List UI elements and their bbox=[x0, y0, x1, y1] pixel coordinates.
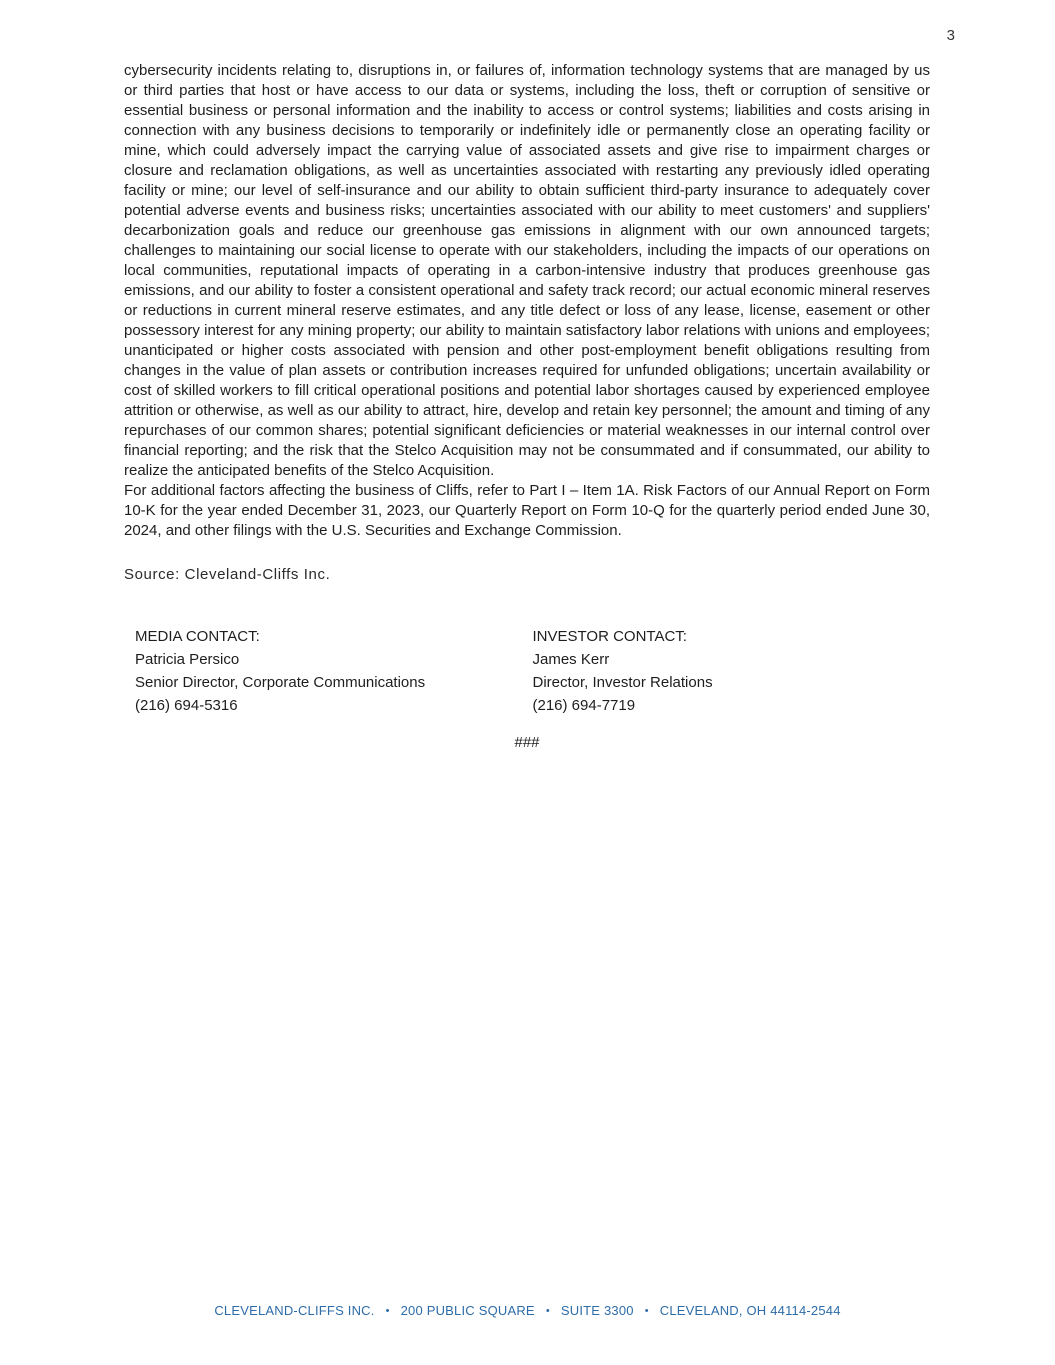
footer-bullet: • bbox=[385, 1305, 390, 1317]
media-contact-block bbox=[135, 625, 533, 717]
document-content bbox=[124, 61, 930, 751]
footer-suite: SUITE 3300 bbox=[560, 1303, 634, 1318]
contacts-section bbox=[124, 625, 930, 717]
page-footer bbox=[0, 1303, 1055, 1318]
media-contact-phone: (216) 694-5316 bbox=[135, 697, 238, 714]
media-contact-title: Senior Director, Corporate Communications bbox=[135, 674, 426, 691]
media-contact-heading: MEDIA CONTACT: bbox=[135, 628, 260, 645]
forward-looking-risks-paragraph: cybersecurity incidents relating to, disruptions in, or failures of, information technology systems that are managed by us or third parties that host or have access to our data or systems, including the loss, theft or corruption of sensitive or essential business or personal information and the inability to access or control systems; liabilities and costs arising in connection with any business decisions to temporarily or indefinitely idle or permanently close an operating facility or mine, which could adversely impact the carrying value of associated assets and give rise to impairment charges or closure and reclamation obligations, as well as uncertainties associated with restarting any previously idled operating facility or mine; our level of self-insurance and our ability to obtain sufficient third-party insurance to adequately cover potential adverse events and business risks; uncertainties associated with our ability to meet customers' and suppliers' decarbonization goals and reduce our greenhouse gas emissions in alignment with our own announced targets; challenges to maintaining our social license to operate with our stakeholders, including the impacts of our operations on local communities, reputational impacts of operating in a carbon-intensive industry that produces greenhouse gas emissions, and our ability to foster a consistent operational and safety track record; our actual economic mineral reserves or reductions in current mineral reserve estimates, and any title defect or loss of any lease, license, easement or other possessory interest for any mining property; our ability to maintain satisfactory labor relations with unions and employees; unanticipated or higher costs associated with pension and other post-employment benefit obligations resulting from changes in the value of plan assets or contribution increases required for unfunded obligations; uncertain availability or cost of skilled workers to fill critical operational positions and potential labor shortages caused by experienced employee attrition or otherwise, as well as our ability to attract, hire, develop and retain key personnel; the amount and timing of any repurchases of our common shares; potential significant deficiencies or material weaknesses in our internal control over financial reporting; and the risk that the Stelco Acquisition may not be consummated and if consummated, our ability to realize the anticipated benefits of the Stelco Acquisition. bbox=[124, 62, 930, 479]
footer-city-zip: CLEVELAND, OH 44114-2544 bbox=[659, 1303, 841, 1318]
footer-bullet: • bbox=[644, 1305, 649, 1317]
investor-contact-name: James Kerr bbox=[532, 651, 610, 668]
source-line: Source: Cleveland-Cliffs Inc. bbox=[124, 566, 331, 583]
investor-contact-block bbox=[533, 625, 931, 717]
footer-company: CLEVELAND-CLIFFS INC. bbox=[214, 1303, 375, 1318]
footer-address: 200 PUBLIC SQUARE bbox=[400, 1303, 535, 1318]
footer-bullet: • bbox=[545, 1305, 550, 1317]
investor-contact-title: Director, Investor Relations bbox=[532, 674, 713, 691]
additional-factors-paragraph: For additional factors affecting the business of Cliffs, refer to Part I – Item 1A. Risk Factors of our Annual Report on Form 10-K for the year ended December 31, 2023, our Quarterly Report on Form 10-Q for the quarterly period ended June 30, 2024, and other filings with the U.S. Securities and Exchange Commission. bbox=[124, 482, 930, 539]
media-contact-name: Patricia Persico bbox=[135, 651, 240, 668]
investor-contact-phone: (216) 694-7719 bbox=[532, 697, 636, 714]
investor-contact-heading: INVESTOR CONTACT: bbox=[532, 628, 687, 645]
end-of-release-marker: ### bbox=[514, 734, 540, 751]
page-number: 3 bbox=[946, 27, 955, 44]
